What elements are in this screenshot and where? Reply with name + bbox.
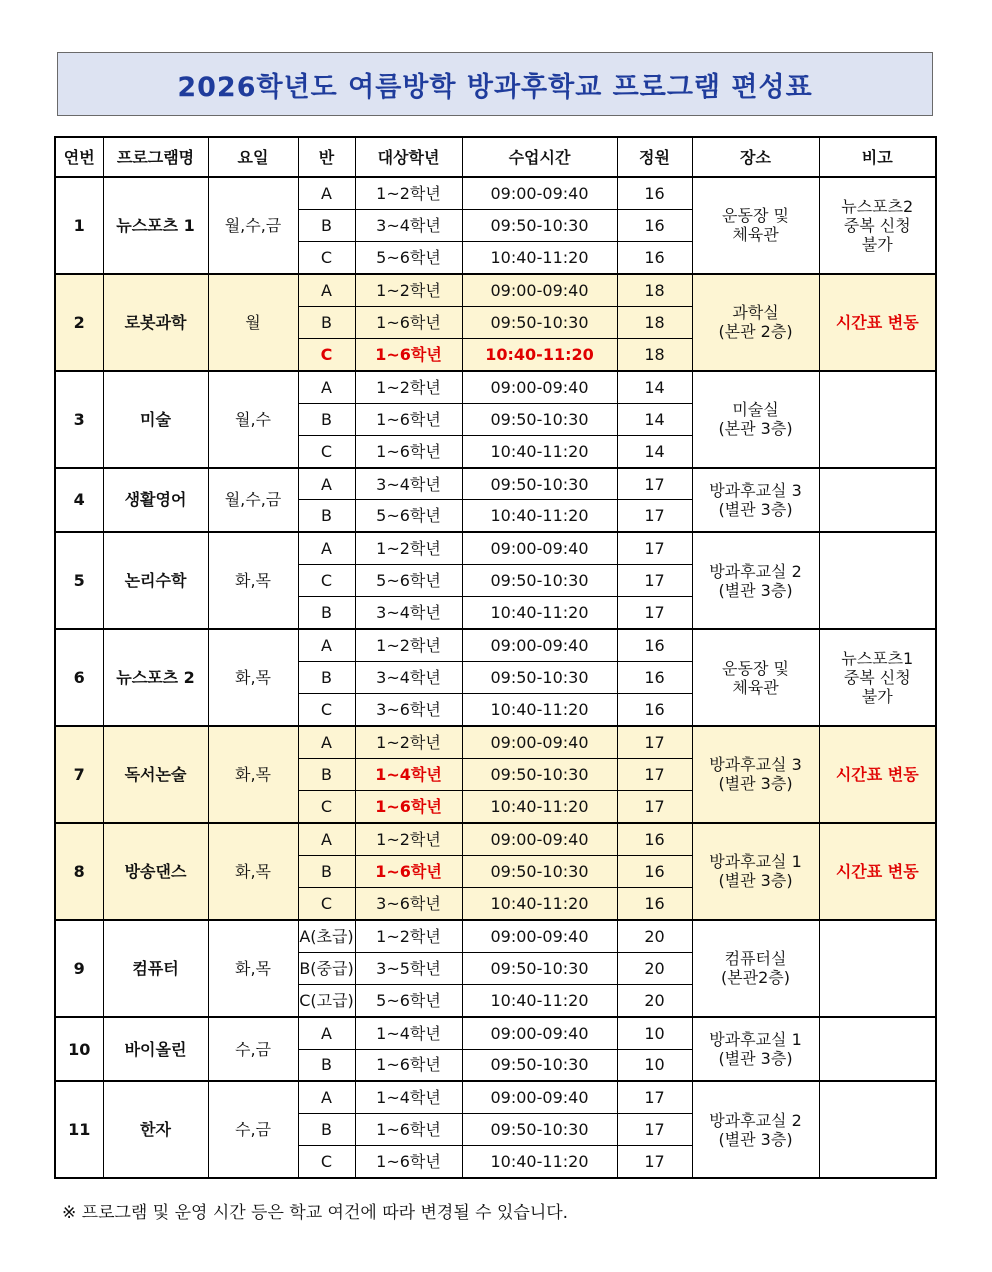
grade-cell: 3~6학년 bbox=[355, 694, 462, 726]
header-note: 비고 bbox=[819, 137, 936, 177]
grade-cell: 3~4학년 bbox=[355, 468, 462, 500]
capacity-cell: 17 bbox=[617, 1114, 692, 1146]
table-row bbox=[55, 823, 936, 855]
table-row bbox=[55, 1081, 936, 1113]
table-row bbox=[55, 177, 936, 209]
time-cell: 09:00-09:40 bbox=[462, 1017, 617, 1049]
program-days: 화,목 bbox=[208, 726, 298, 823]
time-cell: 10:40-11:20 bbox=[462, 888, 617, 920]
capacity-cell: 10 bbox=[617, 1049, 692, 1081]
class-cell: C bbox=[298, 242, 355, 274]
program-no: 6 bbox=[55, 629, 103, 726]
header-class: 반 bbox=[298, 137, 355, 177]
grade-cell: 1~6학년 bbox=[355, 1146, 462, 1178]
class-cell: C bbox=[298, 338, 355, 370]
header-time: 수업시간 bbox=[462, 137, 617, 177]
table-row bbox=[55, 468, 936, 500]
time-cell: 09:50-10:30 bbox=[462, 952, 617, 984]
class-cell: A bbox=[298, 726, 355, 758]
grade-cell: 1~6학년 bbox=[355, 1114, 462, 1146]
class-cell: B bbox=[298, 403, 355, 435]
table-row bbox=[55, 629, 936, 661]
grade-cell: 1~6학년 bbox=[355, 1049, 462, 1081]
time-cell: 10:40-11:20 bbox=[462, 500, 617, 532]
header-days: 요일 bbox=[208, 137, 298, 177]
program-no: 5 bbox=[55, 532, 103, 629]
capacity-cell: 17 bbox=[617, 1081, 692, 1113]
header-capacity: 정원 bbox=[617, 137, 692, 177]
program-days: 화,목 bbox=[208, 532, 298, 629]
note-cell: 뉴스포츠1 중복 신청 불가 bbox=[819, 629, 936, 726]
grade-cell: 1~6학년 bbox=[355, 791, 462, 823]
capacity-cell: 17 bbox=[617, 758, 692, 790]
place-cell: 방과후교실 2 (별관 3층) bbox=[692, 1081, 819, 1178]
footnote: ※ 프로그램 및 운영 시간 등은 학교 여건에 따라 변경될 수 있습니다. bbox=[62, 1203, 569, 1223]
program-name: 로봇과학 bbox=[103, 274, 208, 371]
grade-cell: 1~4학년 bbox=[355, 1081, 462, 1113]
grade-cell: 1~6학년 bbox=[355, 306, 462, 338]
program-name: 뉴스포츠 2 bbox=[103, 629, 208, 726]
schedule-table bbox=[54, 136, 937, 1179]
program-no: 2 bbox=[55, 274, 103, 371]
program-name: 컴퓨터 bbox=[103, 920, 208, 1017]
note-cell bbox=[819, 371, 936, 468]
class-cell: A bbox=[298, 1017, 355, 1049]
time-cell: 10:40-11:20 bbox=[462, 694, 617, 726]
place-cell: 컴퓨터실 (본관2층) bbox=[692, 920, 819, 1017]
program-name: 논리수학 bbox=[103, 532, 208, 629]
grade-cell: 1~2학년 bbox=[355, 920, 462, 952]
program-name: 한자 bbox=[103, 1081, 208, 1178]
program-days: 화,목 bbox=[208, 629, 298, 726]
class-cell: B bbox=[298, 500, 355, 532]
title-banner bbox=[57, 52, 933, 116]
header-row bbox=[55, 137, 936, 177]
grade-cell: 1~2학년 bbox=[355, 274, 462, 306]
time-cell: 09:00-09:40 bbox=[462, 177, 617, 209]
grade-cell: 1~2학년 bbox=[355, 532, 462, 564]
class-cell: A(초급) bbox=[298, 920, 355, 952]
program-days: 수,금 bbox=[208, 1081, 298, 1178]
grade-cell: 1~4학년 bbox=[355, 1017, 462, 1049]
time-cell: 09:00-09:40 bbox=[462, 274, 617, 306]
class-cell: A bbox=[298, 629, 355, 661]
program-name: 미술 bbox=[103, 371, 208, 468]
program-name: 뉴스포츠 1 bbox=[103, 177, 208, 274]
class-cell: A bbox=[298, 1081, 355, 1113]
program-no: 3 bbox=[55, 371, 103, 468]
header-program: 프로그램명 bbox=[103, 137, 208, 177]
time-cell: 09:50-10:30 bbox=[462, 855, 617, 887]
grade-cell: 3~4학년 bbox=[355, 661, 462, 693]
capacity-cell: 20 bbox=[617, 984, 692, 1016]
time-cell: 10:40-11:20 bbox=[462, 791, 617, 823]
capacity-cell: 18 bbox=[617, 306, 692, 338]
grade-cell: 3~4학년 bbox=[355, 597, 462, 629]
program-no: 9 bbox=[55, 920, 103, 1017]
time-cell: 09:50-10:30 bbox=[462, 758, 617, 790]
class-cell: A bbox=[298, 468, 355, 500]
note-cell: 뉴스포츠2 중복 신청 불가 bbox=[819, 177, 936, 274]
time-cell: 09:00-09:40 bbox=[462, 532, 617, 564]
grade-cell: 1~2학년 bbox=[355, 177, 462, 209]
class-cell: C bbox=[298, 565, 355, 597]
grade-cell: 3~6학년 bbox=[355, 888, 462, 920]
note-cell: 시간표 변동 bbox=[819, 726, 936, 823]
time-cell: 09:50-10:30 bbox=[462, 468, 617, 500]
capacity-cell: 16 bbox=[617, 661, 692, 693]
grade-cell: 1~2학년 bbox=[355, 371, 462, 403]
time-cell: 09:50-10:30 bbox=[462, 661, 617, 693]
program-name: 생활영어 bbox=[103, 468, 208, 533]
program-days: 월,수,금 bbox=[208, 177, 298, 274]
place-cell: 미술실 (본관 3층) bbox=[692, 371, 819, 468]
capacity-cell: 17 bbox=[617, 791, 692, 823]
time-cell: 10:40-11:20 bbox=[462, 597, 617, 629]
class-cell: B bbox=[298, 306, 355, 338]
capacity-cell: 20 bbox=[617, 952, 692, 984]
note-cell bbox=[819, 920, 936, 1017]
place-cell: 방과후교실 2 (별관 3층) bbox=[692, 532, 819, 629]
capacity-cell: 16 bbox=[617, 694, 692, 726]
capacity-cell: 16 bbox=[617, 209, 692, 241]
capacity-cell: 17 bbox=[617, 468, 692, 500]
time-cell: 09:00-09:40 bbox=[462, 371, 617, 403]
capacity-cell: 16 bbox=[617, 629, 692, 661]
note-cell bbox=[819, 1081, 936, 1178]
grade-cell: 1~4학년 bbox=[355, 758, 462, 790]
capacity-cell: 16 bbox=[617, 823, 692, 855]
capacity-cell: 14 bbox=[617, 403, 692, 435]
class-cell: B bbox=[298, 758, 355, 790]
table-row bbox=[55, 1017, 936, 1049]
program-name: 독서논술 bbox=[103, 726, 208, 823]
capacity-cell: 18 bbox=[617, 338, 692, 370]
capacity-cell: 17 bbox=[617, 565, 692, 597]
capacity-cell: 17 bbox=[617, 500, 692, 532]
program-days: 월,수 bbox=[208, 371, 298, 468]
program-no: 8 bbox=[55, 823, 103, 920]
capacity-cell: 10 bbox=[617, 1017, 692, 1049]
program-no: 1 bbox=[55, 177, 103, 274]
class-cell: A bbox=[298, 532, 355, 564]
time-cell: 10:40-11:20 bbox=[462, 242, 617, 274]
table-row bbox=[55, 532, 936, 564]
grade-cell: 5~6학년 bbox=[355, 984, 462, 1016]
capacity-cell: 17 bbox=[617, 532, 692, 564]
table-row bbox=[55, 920, 936, 952]
note-cell bbox=[819, 1017, 936, 1082]
place-cell: 방과후교실 3 (별관 3층) bbox=[692, 468, 819, 533]
place-cell: 운동장 및 체육관 bbox=[692, 177, 819, 274]
time-cell: 10:40-11:20 bbox=[462, 435, 617, 467]
program-no: 4 bbox=[55, 468, 103, 533]
grade-cell: 1~2학년 bbox=[355, 823, 462, 855]
grade-cell: 3~4학년 bbox=[355, 209, 462, 241]
class-cell: B bbox=[298, 855, 355, 887]
time-cell: 09:50-10:30 bbox=[462, 565, 617, 597]
capacity-cell: 16 bbox=[617, 888, 692, 920]
class-cell: C bbox=[298, 435, 355, 467]
grade-cell: 5~6학년 bbox=[355, 500, 462, 532]
time-cell: 09:50-10:30 bbox=[462, 403, 617, 435]
capacity-cell: 20 bbox=[617, 920, 692, 952]
program-days: 화,목 bbox=[208, 823, 298, 920]
program-days: 월,수,금 bbox=[208, 468, 298, 533]
class-cell: B bbox=[298, 209, 355, 241]
class-cell: C bbox=[298, 888, 355, 920]
note-cell bbox=[819, 532, 936, 629]
time-cell: 09:50-10:30 bbox=[462, 1049, 617, 1081]
note-cell: 시간표 변동 bbox=[819, 274, 936, 371]
place-cell: 방과후교실 3 (별관 3층) bbox=[692, 726, 819, 823]
place-cell: 방과후교실 1 (별관 3층) bbox=[692, 823, 819, 920]
program-name: 바이올린 bbox=[103, 1017, 208, 1082]
time-cell: 09:50-10:30 bbox=[462, 306, 617, 338]
capacity-cell: 17 bbox=[617, 597, 692, 629]
page-title: 2026학년도 여름방학 방과후학교 프로그램 편성표 bbox=[177, 71, 813, 103]
capacity-cell: 16 bbox=[617, 177, 692, 209]
program-name: 방송댄스 bbox=[103, 823, 208, 920]
capacity-cell: 18 bbox=[617, 274, 692, 306]
capacity-cell: 17 bbox=[617, 1146, 692, 1178]
time-cell: 09:00-09:40 bbox=[462, 920, 617, 952]
grade-cell: 1~2학년 bbox=[355, 726, 462, 758]
grade-cell: 1~2학년 bbox=[355, 629, 462, 661]
grade-cell: 5~6학년 bbox=[355, 242, 462, 274]
class-cell: C bbox=[298, 694, 355, 726]
class-cell: C bbox=[298, 1146, 355, 1178]
time-cell: 10:40-11:20 bbox=[462, 338, 617, 370]
header-no: 연번 bbox=[55, 137, 103, 177]
grade-cell: 1~6학년 bbox=[355, 338, 462, 370]
class-cell: B bbox=[298, 661, 355, 693]
table-row bbox=[55, 371, 936, 403]
table-row bbox=[55, 274, 936, 306]
time-cell: 09:00-09:40 bbox=[462, 726, 617, 758]
class-cell: A bbox=[298, 371, 355, 403]
note-cell: 시간표 변동 bbox=[819, 823, 936, 920]
time-cell: 09:00-09:40 bbox=[462, 823, 617, 855]
grade-cell: 5~6학년 bbox=[355, 565, 462, 597]
capacity-cell: 16 bbox=[617, 242, 692, 274]
class-cell: B bbox=[298, 1114, 355, 1146]
program-no: 7 bbox=[55, 726, 103, 823]
capacity-cell: 17 bbox=[617, 726, 692, 758]
class-cell: B bbox=[298, 597, 355, 629]
class-cell: A bbox=[298, 274, 355, 306]
time-cell: 09:00-09:40 bbox=[462, 1081, 617, 1113]
capacity-cell: 14 bbox=[617, 435, 692, 467]
grade-cell: 1~6학년 bbox=[355, 855, 462, 887]
time-cell: 10:40-11:20 bbox=[462, 1146, 617, 1178]
program-no: 11 bbox=[55, 1081, 103, 1178]
class-cell: C bbox=[298, 791, 355, 823]
grade-cell: 1~6학년 bbox=[355, 435, 462, 467]
program-days: 화,목 bbox=[208, 920, 298, 1017]
grade-cell: 1~6학년 bbox=[355, 403, 462, 435]
place-cell: 방과후교실 1 (별관 3층) bbox=[692, 1017, 819, 1082]
capacity-cell: 14 bbox=[617, 371, 692, 403]
table-row bbox=[55, 726, 936, 758]
time-cell: 09:50-10:30 bbox=[462, 209, 617, 241]
program-no: 10 bbox=[55, 1017, 103, 1082]
capacity-cell: 16 bbox=[617, 855, 692, 887]
header-grade: 대상학년 bbox=[355, 137, 462, 177]
header-place: 장소 bbox=[692, 137, 819, 177]
program-days: 수,금 bbox=[208, 1017, 298, 1082]
time-cell: 10:40-11:20 bbox=[462, 984, 617, 1016]
class-cell: A bbox=[298, 177, 355, 209]
place-cell: 운동장 및 체육관 bbox=[692, 629, 819, 726]
time-cell: 09:00-09:40 bbox=[462, 629, 617, 661]
class-cell: B bbox=[298, 1049, 355, 1081]
class-cell: B(중급) bbox=[298, 952, 355, 984]
program-days: 월 bbox=[208, 274, 298, 371]
note-cell bbox=[819, 468, 936, 533]
class-cell: C(고급) bbox=[298, 984, 355, 1016]
place-cell: 과학실 (본관 2층) bbox=[692, 274, 819, 371]
class-cell: A bbox=[298, 823, 355, 855]
grade-cell: 3~5학년 bbox=[355, 952, 462, 984]
time-cell: 09:50-10:30 bbox=[462, 1114, 617, 1146]
